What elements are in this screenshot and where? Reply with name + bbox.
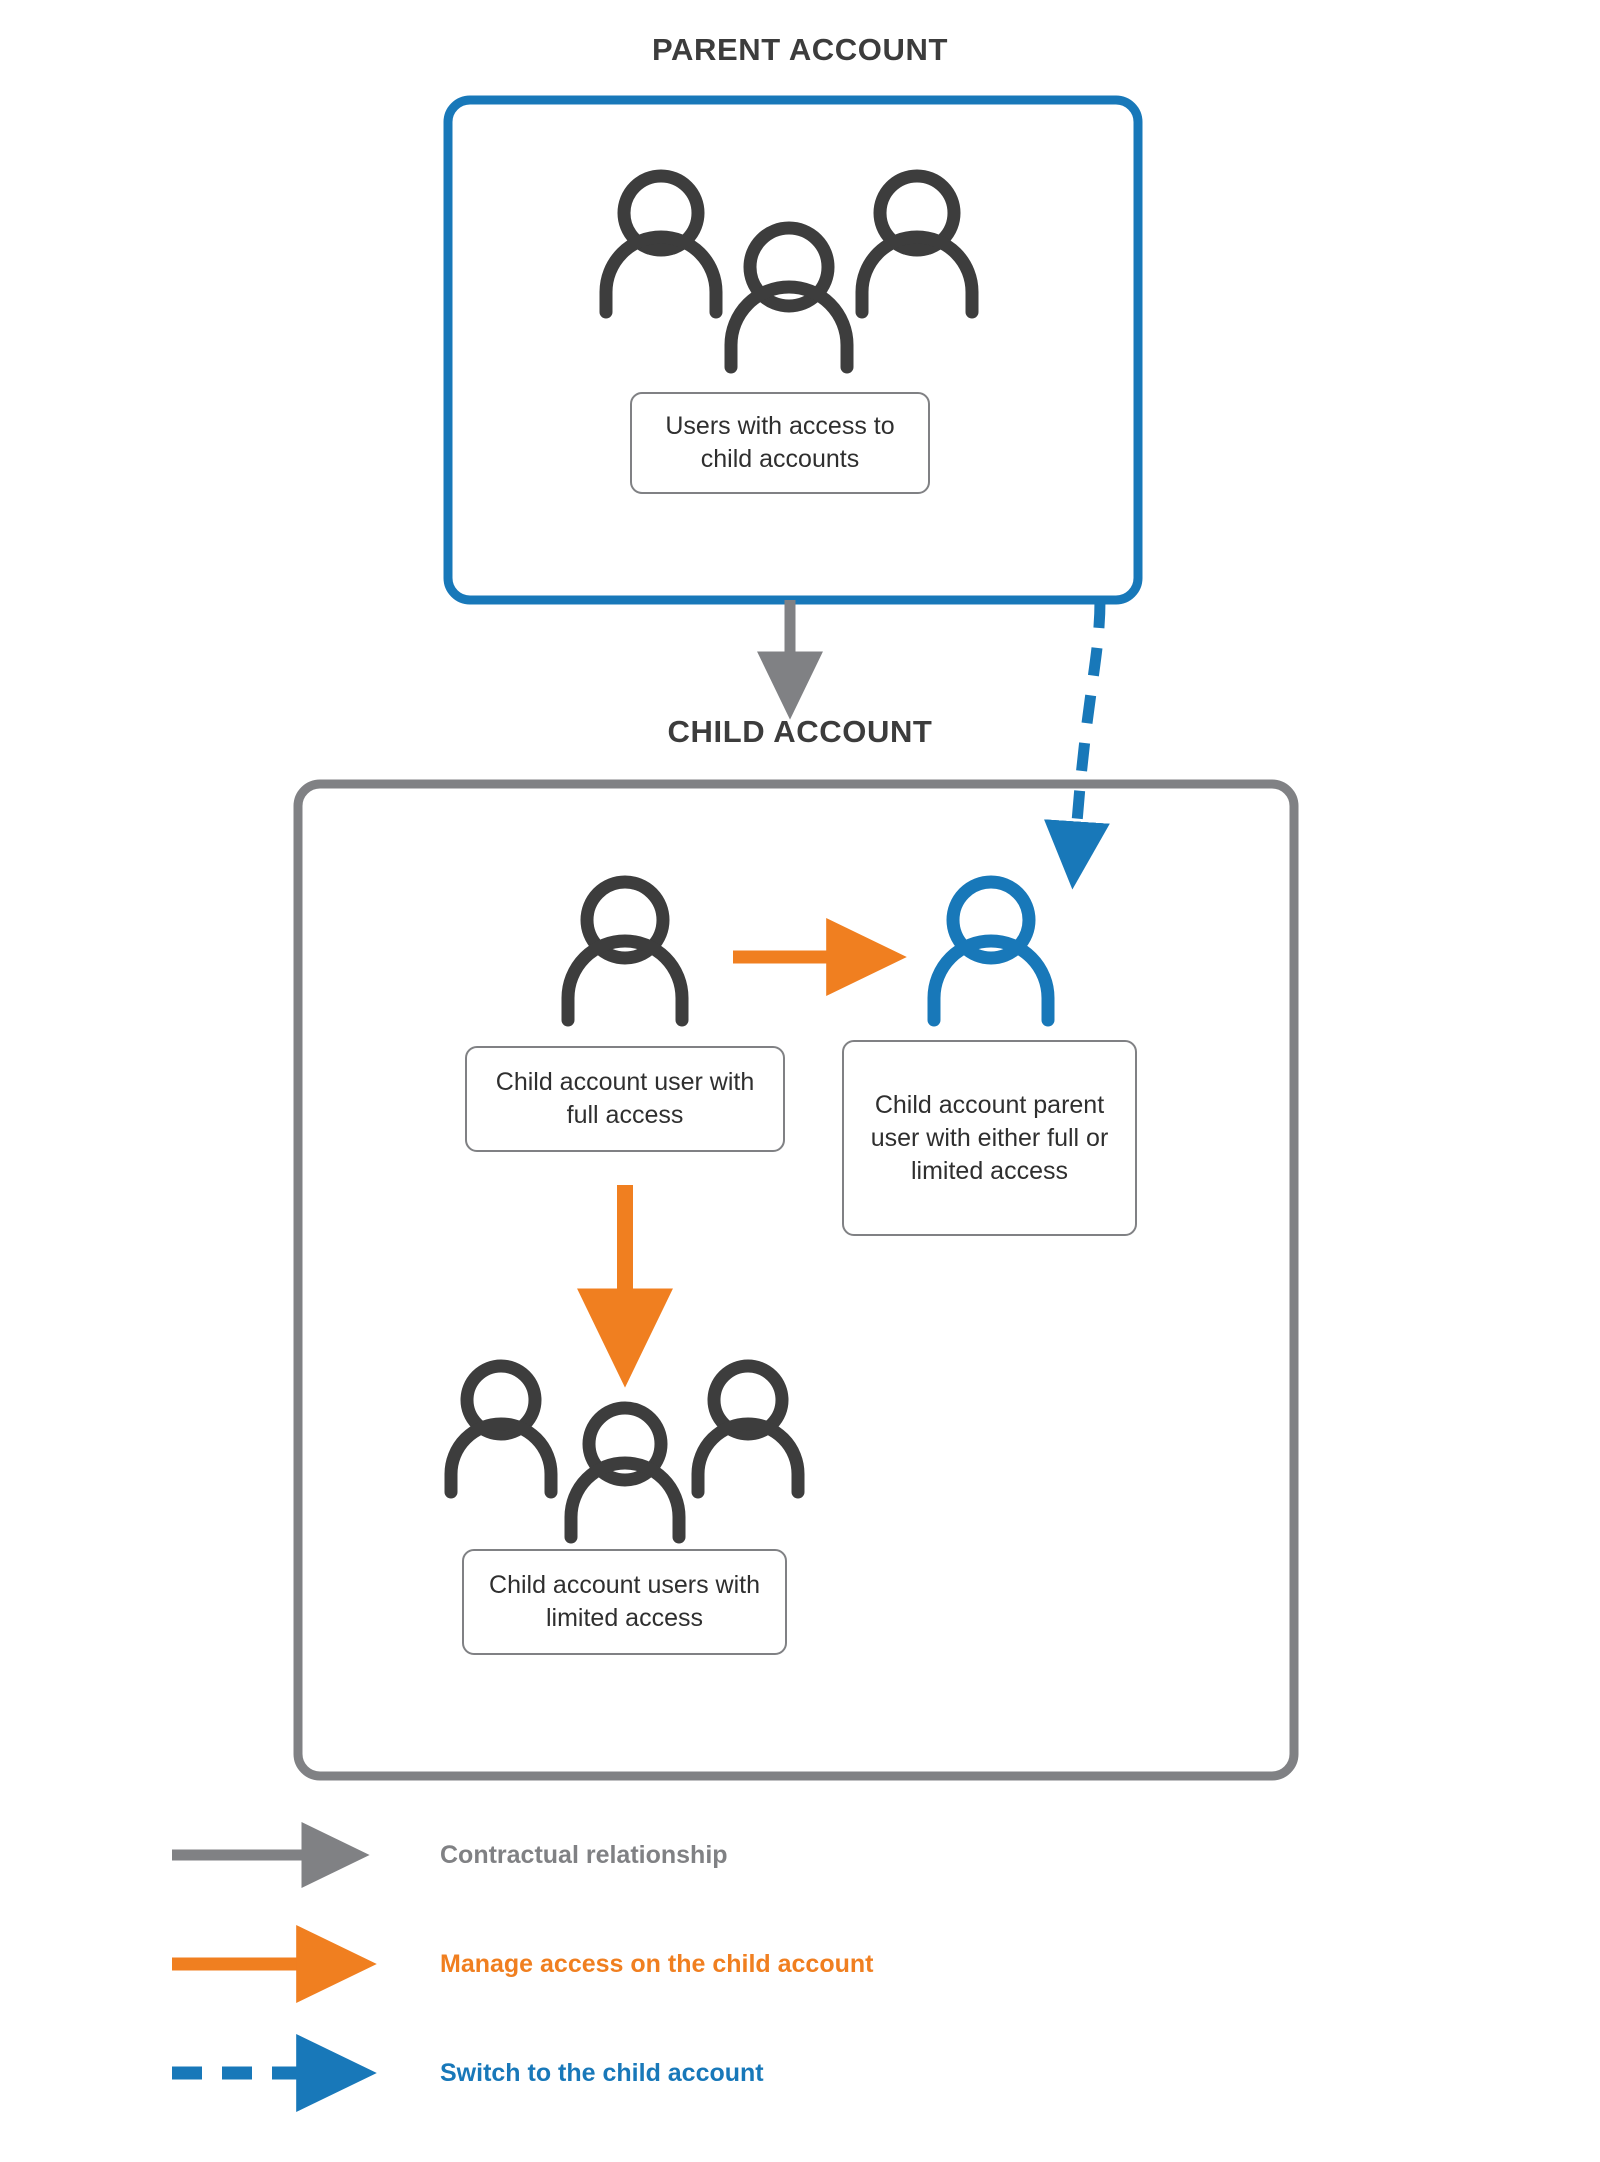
- child-account-title: CHILD ACCOUNT: [667, 714, 933, 749]
- callout-parent-users: Users with access to child accounts: [630, 392, 930, 494]
- callout-child-parent-user: Child account parent user with either full or limited access: [842, 1040, 1137, 1236]
- legend-label-switch-account: Switch to the child account: [440, 2059, 764, 2087]
- parent-account-title: PARENT ACCOUNT: [652, 32, 948, 67]
- child-account-box: [298, 784, 1294, 1776]
- legend-label-manage-access: Manage access on the child account: [440, 1950, 874, 1978]
- callout-child-full-access: Child account user with full access: [465, 1046, 785, 1152]
- legend-label-contractual: Contractual relationship: [440, 1841, 728, 1869]
- callout-child-limited-access: Child account users with limited access: [462, 1549, 787, 1655]
